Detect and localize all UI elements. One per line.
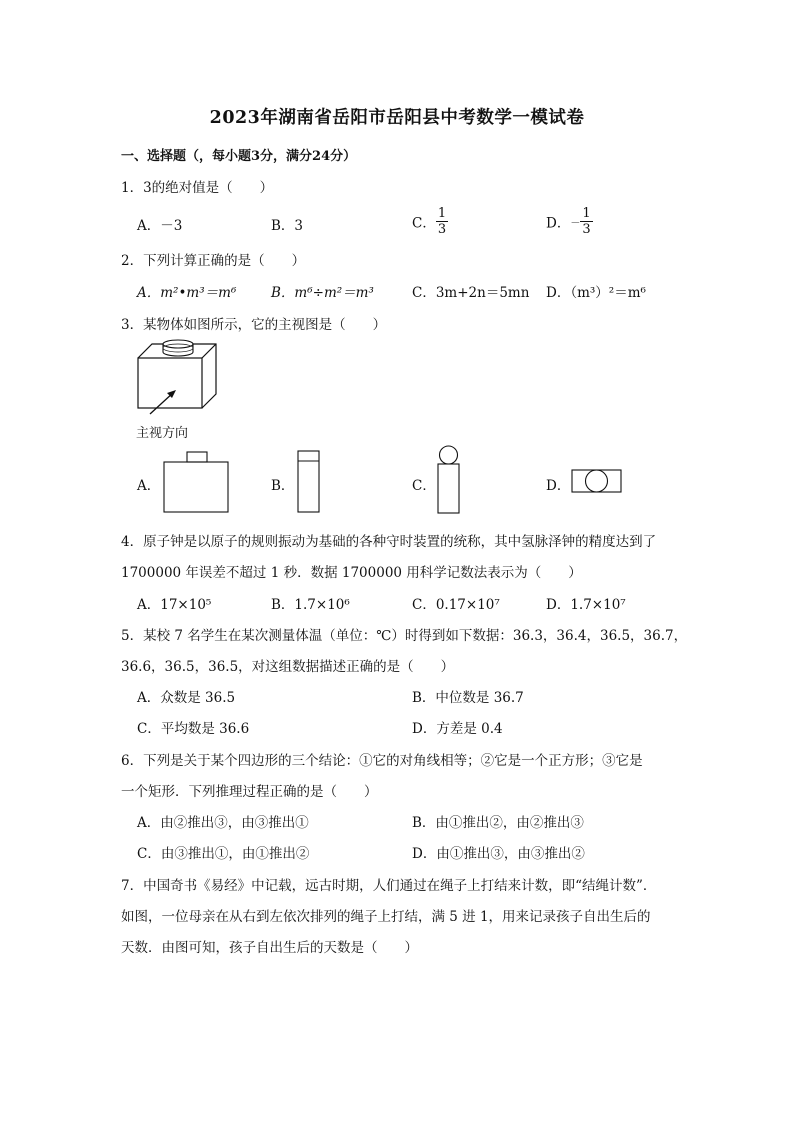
q3-option-b-label: B． bbox=[271, 478, 295, 494]
q2-option-a: A．m²•m³＝m⁶ bbox=[137, 285, 237, 301]
question-5-line-2: 36.6，36.5，36.5，对这组数据描述正确的是（ ） bbox=[121, 659, 455, 675]
question-7-line-2: 如图，一位母亲在从右到左依次排列的绳子上打结，满 5 进 1，用来记录孩子自出生后的 bbox=[121, 909, 651, 925]
section-heading-choice: 一、选择题（，每小题3分，满分24分） bbox=[121, 149, 357, 164]
question-3-stem: 3．某物体如图所示，它的主视图是（ ） bbox=[121, 317, 387, 333]
q6-option-c: C．由③推出①，由①推出② bbox=[137, 846, 310, 862]
q1-option-d-label: D． bbox=[546, 215, 571, 232]
q4-option-d: D．1.7×10⁷ bbox=[546, 597, 626, 613]
q3-option-c-label: C． bbox=[412, 478, 436, 494]
q2-option-d: D．（m³）²＝m⁶ bbox=[546, 285, 646, 301]
q5-option-c: C．平均数是 36.6 bbox=[137, 721, 250, 737]
question-6-line-1: 6．下列是关于某个四边形的三个结论：①它的对角线相等；②它是一个正方形；③它是 bbox=[121, 753, 643, 769]
q4-option-c: C．0.17×10⁷ bbox=[412, 597, 500, 613]
q3-option-a-label: A． bbox=[137, 478, 161, 494]
q5-option-b: B．中位数是 36.7 bbox=[412, 690, 524, 706]
q1-option-d-fraction bbox=[580, 206, 592, 237]
question-7-line-3: 天数．由图可知，孩子自出生后的天数是（ ） bbox=[121, 940, 418, 956]
q1-option-c-fraction bbox=[436, 206, 448, 237]
q2-option-b: B．m⁶÷m²＝m³ bbox=[271, 285, 374, 301]
q1-option-b: B．3 bbox=[271, 218, 304, 234]
question-7-line-1: 7．中国奇书《易经》中记载，远古时期，人们通过在绳子上打结来计数，即“结绳计数”． bbox=[121, 878, 657, 894]
q3-option-c-figure bbox=[437, 445, 461, 515]
q1-option-c bbox=[412, 206, 448, 237]
q1-d-denominator: 3 bbox=[582, 222, 591, 237]
q1-c-numerator: 1 bbox=[437, 206, 447, 221]
q3-view-direction-label: 主视方向 bbox=[136, 426, 189, 441]
q2-option-c: C．3m+2n＝5mn bbox=[412, 285, 530, 301]
q4-option-a: A．17×10⁵ bbox=[137, 597, 212, 613]
q1-c-denominator: 3 bbox=[437, 222, 447, 237]
q3-option-b-figure bbox=[297, 450, 321, 514]
page-title: 2023年湖南省岳阳市岳阳县中考数学一模试卷 bbox=[209, 108, 585, 128]
q1-option-d bbox=[546, 206, 593, 237]
q3-option-d-figure bbox=[571, 469, 623, 495]
q1-option-a: A．－3 bbox=[137, 218, 183, 234]
q1-option-c-label: C． bbox=[412, 215, 436, 232]
q5-option-a: A．众数是 36.5 bbox=[137, 690, 236, 706]
question-1-stem: 1．3的绝对值是（ ） bbox=[121, 180, 274, 196]
q1-d-numerator: 1 bbox=[582, 206, 591, 221]
question-5-line-1: 5．某校 7 名学生在某次测量体温（单位：℃）时得到如下数据：36.3，36.4，36.5，36.7， bbox=[121, 628, 688, 644]
q1-d-sign: － bbox=[570, 218, 581, 229]
q6-option-a: A．由②推出③，由③推出① bbox=[137, 815, 309, 831]
q3-option-a-figure bbox=[163, 451, 229, 513]
question-2-stem: 2．下列计算正确的是（ ） bbox=[121, 253, 306, 269]
q5-option-d: D．方差是 0.4 bbox=[412, 721, 503, 737]
question-4-line-1: 4．原子钟是以原子的规则振动为基础的各种守时装置的统称，其中氢脉泽钟的精度达到了 bbox=[121, 534, 657, 550]
q4-option-b: B．1.7×10⁶ bbox=[271, 597, 350, 613]
q3-solid-figure bbox=[136, 336, 226, 418]
question-6-line-2: 一个矩形．下列推理过程正确的是（ ） bbox=[121, 784, 378, 800]
question-4-line-2: 1700000 年误差不超过 1 秒．数据 1700000 用科学记数法表示为（ ） bbox=[121, 565, 582, 581]
q3-option-d-label: D． bbox=[546, 478, 571, 494]
q6-option-d: D．由①推出③，由③推出② bbox=[412, 846, 585, 862]
q6-option-b: B．由①推出②，由②推出③ bbox=[412, 815, 584, 831]
